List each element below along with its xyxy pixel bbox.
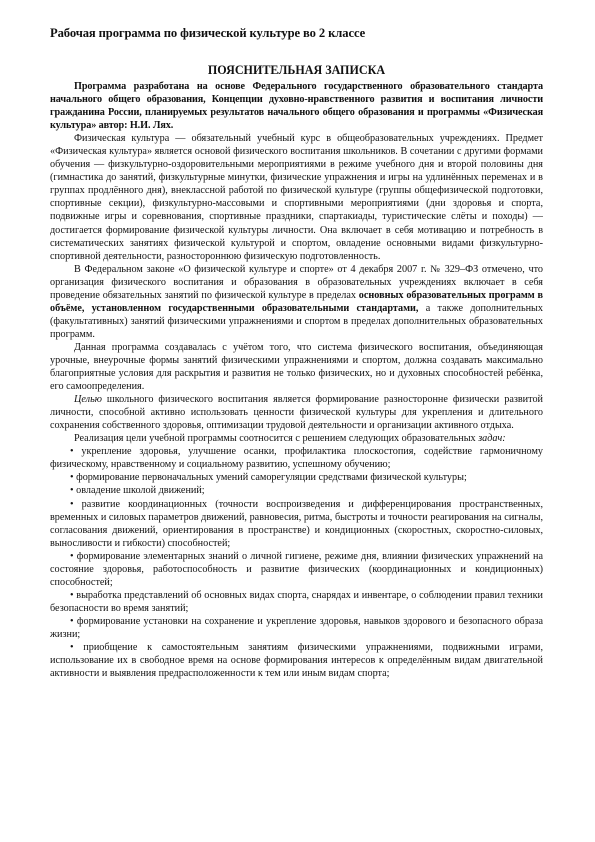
goal-keyword: Целью bbox=[74, 394, 102, 406]
task-item: • приобщение к самостоятельным занятиям физическими упражнениями, подвижными играми, использование их в свободное время на основе формирования интересов к определённым видам двигательной активности и выявления предрасположенности к тем или иным видам спорта; bbox=[50, 642, 543, 680]
law-text-after: а также дополнительных (факультативных) занятий физическими упражнениями и спортом в пределах дополнительных образовательных программ. bbox=[50, 302, 543, 340]
document-title: Рабочая программа по физической культуре во 2 классе bbox=[50, 26, 366, 40]
tasks-intro-text: Реализация цели учебной программы соотносится с решением следующих образовательных bbox=[74, 433, 476, 445]
section-heading: ПОЯСНИТЕЛЬНАЯ ЗАПИСКА bbox=[207, 63, 386, 77]
body-paragraph-1: Физическая культура — обязательный учебный курс в общеобразовательных учреждениях. Предмет «Физическая культура» является основой физического воспитания школьников. В сочетании с другими формами обучения — физкультурно-оздоровительными мероприятиями в режиме учебного дня и второй половины дня (гимнастика до занятий, физкультурные минутки, физические упражнения и игры на удлинённых переменах и в группах продлённого дня), внеклассной работой по физической культуре (группы общефизической подготовки, спортивные секции), физкультурно-массовыми и спортивными мероприятиями (дни здоровья и спорта, подвижные игры и соревнования, спортивные праздники, спартакиады, туристические слёты и походы) — достигается формирование физической культуры личности. Она включает в себя мотивацию и потребность в систематических занятиях физической культурой и спортом, овладение основными видами физкультурно-спортивной деятельности, разностороннюю физическую подготовленность. bbox=[50, 133, 543, 262]
task-item: • укрепление здоровья, улучшение осанки, профилактика плоскостопия, содействие гармоничному физическому, нравственному и социальному развитию, успешному обучению; bbox=[50, 446, 543, 471]
tasks-keyword: задач: bbox=[478, 433, 506, 445]
task-item: • формирование установки на сохранение и укрепление здоровья, навыков здорового и безопасного образа жизни; bbox=[50, 615, 543, 640]
tasks-intro-paragraph bbox=[50, 432, 543, 445]
goal-text: школьного физического воспитания является формирование разносторонне физически развитой личности, способной активно использовать ценности физической культуры для укрепления и длительного сохранения собственного здоровья, оптимизации трудовой деятельности и организации активного отдыха. bbox=[50, 394, 543, 432]
task-item: • выработка представлений об основных видах спорта, снарядах и инвентаре, о соблюдении правил техники безопасности во время занятий; bbox=[50, 589, 543, 614]
program-paragraph: Данная программа создавалась с учётом того, что система физического воспитания, объединяющая урочные, внеурочные формы занятий физическими упражнениями и спортом, должна создавать максимально благоприятные условия для раскрытия и развития не только физических, но и духовных способностей ребёнка, его самоопределения. bbox=[50, 341, 543, 393]
task-item: • овладение школой движений; bbox=[70, 485, 205, 497]
law-paragraph bbox=[50, 263, 543, 341]
law-text-before: В Федеральном законе «О физической культуре и спорте» от 4 декабря 2007 г. № 329–ФЗ отмечено, что организация физического воспитания и образования в образовательных учреждениях включает в себя проведение обязательных занятий по физической культуре в пределах bbox=[50, 263, 543, 301]
task-item: • формирование элементарных знаний о личной гигиене, режиме дня, влиянии физических упражнений на состояние здоровья, работоспособность и развитие физических (координационных и кондиционных) способностей; bbox=[50, 550, 543, 588]
law-text-bold: основных образовательных программ в объёме, установленном государственными образовательными стандартами, bbox=[50, 289, 543, 314]
goal-paragraph bbox=[50, 393, 543, 432]
intro-paragraph: Программа разработана на основе Федерального государственного образовательного стандарта начального общего образования, Концепции духовно-нравственного развития и воспитания личности гражданина России, планируемых результатов начального общего образования и программы «Физическая культура» автор: Н.И. Лях. bbox=[50, 81, 543, 132]
task-item: • развитие координационных (точности воспроизведения и дифференцирования пространственных, временных и силовых параметров движений, равновесия, ритма, быстроты и точности реагирования на сигналы, согласования движений, ориентирования в пространстве) и кондиционных (скоростных, скоростно-силовых, выносливости и гибкости) способностей; bbox=[50, 498, 543, 549]
task-item: • формирование первоначальных умений саморегуляции средствами физической культуры; bbox=[70, 472, 467, 484]
